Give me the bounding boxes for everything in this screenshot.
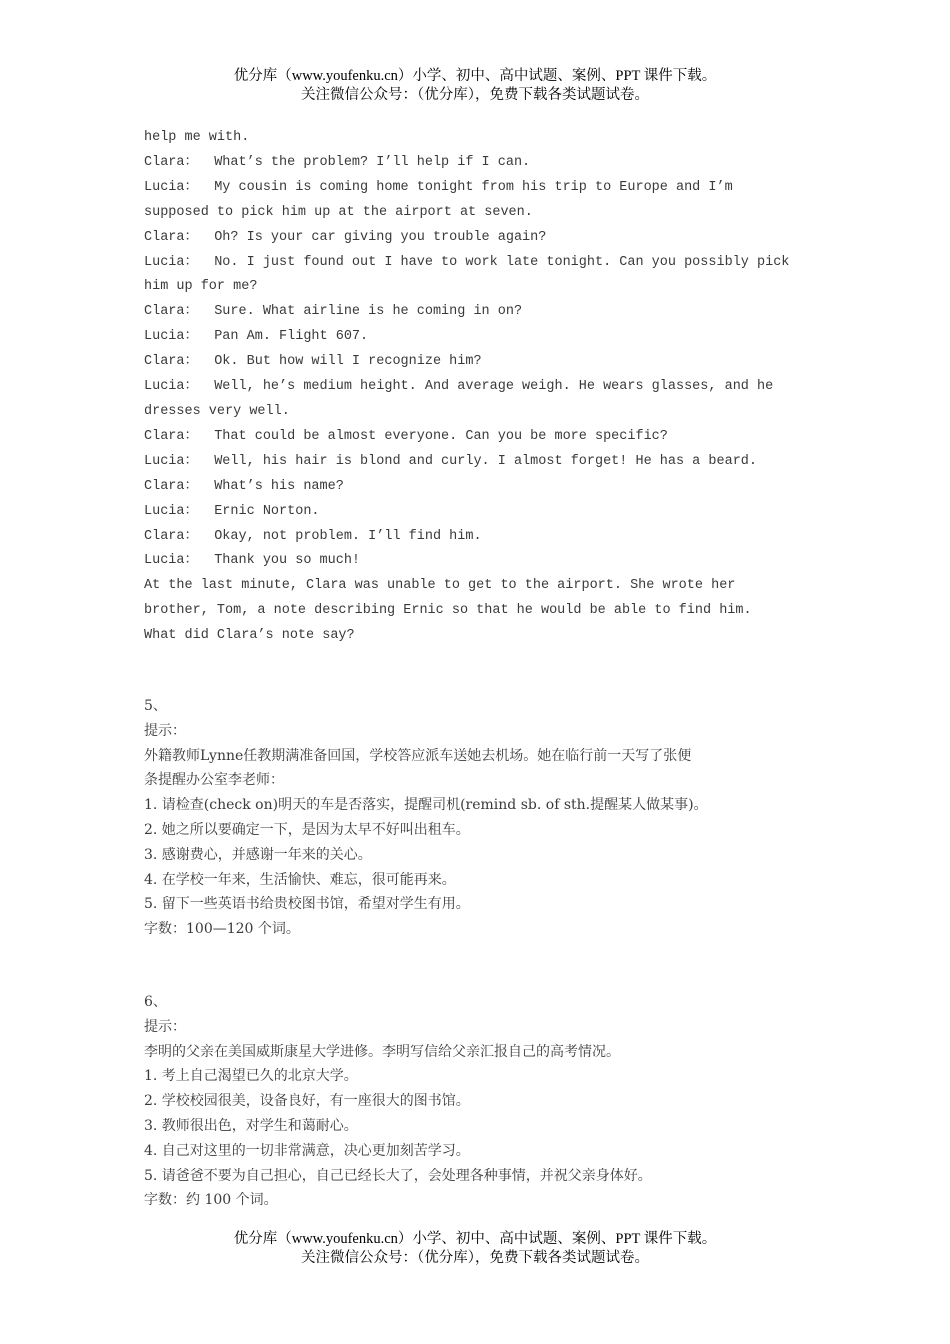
dialogue-line: Clara： That could be almost everyone. Can you be more specific?	[144, 428, 668, 444]
task-intro: 外籍教师Lynne任教期满准备回国，学校答应派车送她去机场。她在临行前一天写了张便	[144, 747, 692, 764]
list-item: 5. 请爸爸不要为自己担心，自己已经长大了，会处理各种事情，并祝父亲身体好。	[144, 1167, 652, 1184]
word-count: 字数：100—120 个词。	[144, 921, 300, 938]
dialogue-line: him up for me?	[144, 279, 258, 295]
dialogue-line: help me with.	[144, 130, 250, 145]
dialogue-line: Lucia： Pan Am. Flight 607.	[144, 329, 369, 345]
word-count: 字数：约 100 个词。	[144, 1192, 278, 1209]
list-item: 5. 留下一些英语书给贵校图书馆，希望对学生有用。	[144, 896, 470, 913]
dialogue-line: Clara： What’s his name?	[144, 478, 344, 494]
dialogue-line: Clara： Oh? Is your car giving you trouble again?	[144, 229, 547, 245]
list-item: 1. 考上自己渴望已久的北京大学。	[144, 1068, 358, 1085]
dialogue-line: What did Clara’s note say?	[144, 628, 355, 644]
dialogue-line: Clara： Okay, not problem. I’ll find him.	[144, 528, 482, 544]
dialogue-line: supposed to pick him up at the airport at seven.	[144, 204, 533, 220]
dialogue-line: Lucia： Well, he’s medium height. And average weigh. He wears glasses, and he	[144, 379, 774, 395]
dialogue-passage	[144, 126, 844, 649]
footer-line-2: 关注微信公众号：（优分库），免费下载各类试题试卷。	[301, 1250, 649, 1266]
hint-label: 提示：	[144, 722, 186, 739]
dialogue-line: Clara： Ok. But how will I recognize him?	[144, 354, 482, 370]
header-line-1: 优分库（www.youfenku.cn）小学、初中、高中试题、案例、PPT 课件下载。	[233, 68, 717, 84]
list-item: 3. 教师很出色，对学生和蔼耐心。	[144, 1117, 358, 1134]
page-header	[0, 67, 950, 105]
dialogue-line: Lucia： No. I just found out I have to work late tonight. Can you possibly pick	[144, 254, 790, 270]
task-number: 5、	[144, 698, 167, 714]
hint-label: 提示：	[144, 1018, 186, 1035]
list-item: 4. 自己对这里的一切非常满意，决心更加刻苦学习。	[144, 1142, 470, 1159]
dialogue-line: brother, Tom, a note describing Ernic so that he would be able to find him.	[144, 603, 752, 619]
list-item: 2. 学校校园很美，设备良好，有一座很大的图书馆。	[144, 1093, 470, 1110]
page-footer	[0, 1230, 950, 1268]
writing-task-6	[144, 990, 844, 1213]
dialogue-line: Lucia： Ernic Norton.	[144, 503, 320, 519]
dialogue-line: Clara： Sure. What airline is he coming in on?	[144, 304, 523, 320]
dialogue-line: dresses very well.	[144, 403, 290, 419]
list-item: 4. 在学校一年来，生活愉快、难忘，很可能再来。	[144, 871, 456, 888]
list-item: 1. 请检查(check on)明天的车是否落实，提醒司机(remind sb. of sth.提醒某人做某事)。	[144, 797, 708, 814]
task-intro: 李明的父亲在美国威斯康星大学进修。李明写信给父亲汇报自己的高考情况。	[144, 1043, 620, 1060]
task-number: 6、	[144, 994, 167, 1010]
footer-line-1: 优分库（www.youfenku.cn）小学、初中、高中试题、案例、PPT 课件下载。	[233, 1231, 717, 1247]
dialogue-line: Clara： What’s the problem? I’ll help if I can.	[144, 154, 531, 170]
task-intro: 条提醒办公室李老师：	[144, 772, 284, 789]
dialogue-line: Lucia： Thank you so much!	[144, 553, 361, 569]
header-line-2: 关注微信公众号：（优分库），免费下载各类试题试卷。	[301, 87, 649, 103]
dialogue-line: Lucia： My cousin is coming home tonight from his trip to Europe and I’m	[144, 179, 733, 195]
dialogue-line: Lucia： Well, his hair is blond and curly. I almost forget! He has a beard.	[144, 453, 757, 469]
list-item: 3. 感谢费心，并感谢一年来的关心。	[144, 846, 372, 863]
list-item: 2. 她之所以要确定一下，是因为太早不好叫出租车。	[144, 821, 470, 838]
dialogue-line: At the last minute, Clara was unable to get to the airport. She wrote her	[144, 578, 736, 594]
writing-task-5	[144, 694, 844, 942]
